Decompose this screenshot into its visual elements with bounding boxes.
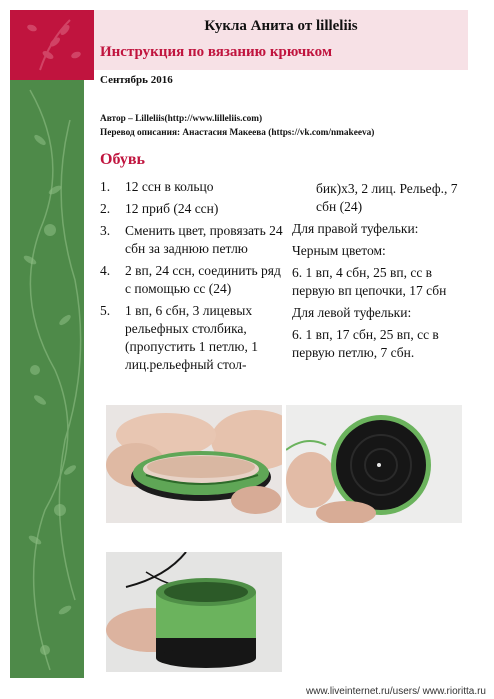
author-line: Автор – Lilleliis(http://www.lilleliis.com) [100,114,263,124]
step-text: 12 ссн в кольцо [125,179,214,194]
step-text: Сменить цвет, провязать 24 сбн за заднюю петлю [125,223,283,256]
step-text: 1 вп, 6 сбн, 3 лицевых рельефных столбика, (пропустить 1 петлю, 1 лиц.рельефный стол- [125,303,258,372]
photo-crochet-cup [106,552,282,672]
list-item [100,302,288,374]
right-shoe-heading: Для правой туфельки: [292,221,419,236]
document-title: Кукла Анита от lilleliis [204,18,358,34]
step-number: 2. [100,201,111,216]
instructions-right-column [292,180,470,366]
left-shoe-text: 6. 1 вп, 17 сбн, 25 вп, сс в первую петлю, 7 сбн. [292,327,439,360]
photo-crochet-ring [106,405,282,523]
list-item [100,178,288,196]
steps-list [100,178,288,378]
sidebar-green-block [10,80,94,678]
step-5-continued: бик)х3, 2 лиц. Рельеф., 7 сбн (24) [316,181,458,214]
photo-crochet-circle [286,405,462,523]
document-subtitle: Инструкция по вязанию крючком [100,44,333,60]
right-shoe-text: 6. 1 вп, 4 сбн, 25 вп, сс в первую вп цепочки, 17 сбн [292,265,447,298]
step-number: 1. [100,179,111,194]
right-shoe-color-note: Черным цветом: [292,243,386,258]
list-item [100,200,288,218]
credits-block [100,113,374,140]
step-number: 5. [100,303,111,318]
step-number: 4. [100,263,111,278]
list-item [100,262,288,298]
footer-watermark: www.liveinternet.ru/users/ www.rioritta.ru [305,686,486,697]
floral-ornament-icon [10,10,94,80]
list-item [100,222,288,258]
document-date: Сентябрь 2016 [100,74,173,86]
crochet-ring-image [106,405,282,523]
step-number: 3. [100,223,111,238]
step-text: 12 приб (24 ссн) [125,201,219,216]
step-text: 2 вп, 24 ссн, соединить ряд с помощью сс (24) [125,263,281,296]
crochet-cup-image [106,552,282,672]
sidebar-red-block [10,10,94,80]
translation-line: Перевод описания: Анастасия Макеева (https://vk.com/nmakeeva) [100,127,375,138]
left-shoe-heading: Для левой туфельки: [292,305,412,320]
crochet-circle-image [286,405,462,523]
sidebar-divider [84,80,94,678]
vine-ornament-icon [10,80,94,678]
section-heading: Обувь [100,151,145,168]
